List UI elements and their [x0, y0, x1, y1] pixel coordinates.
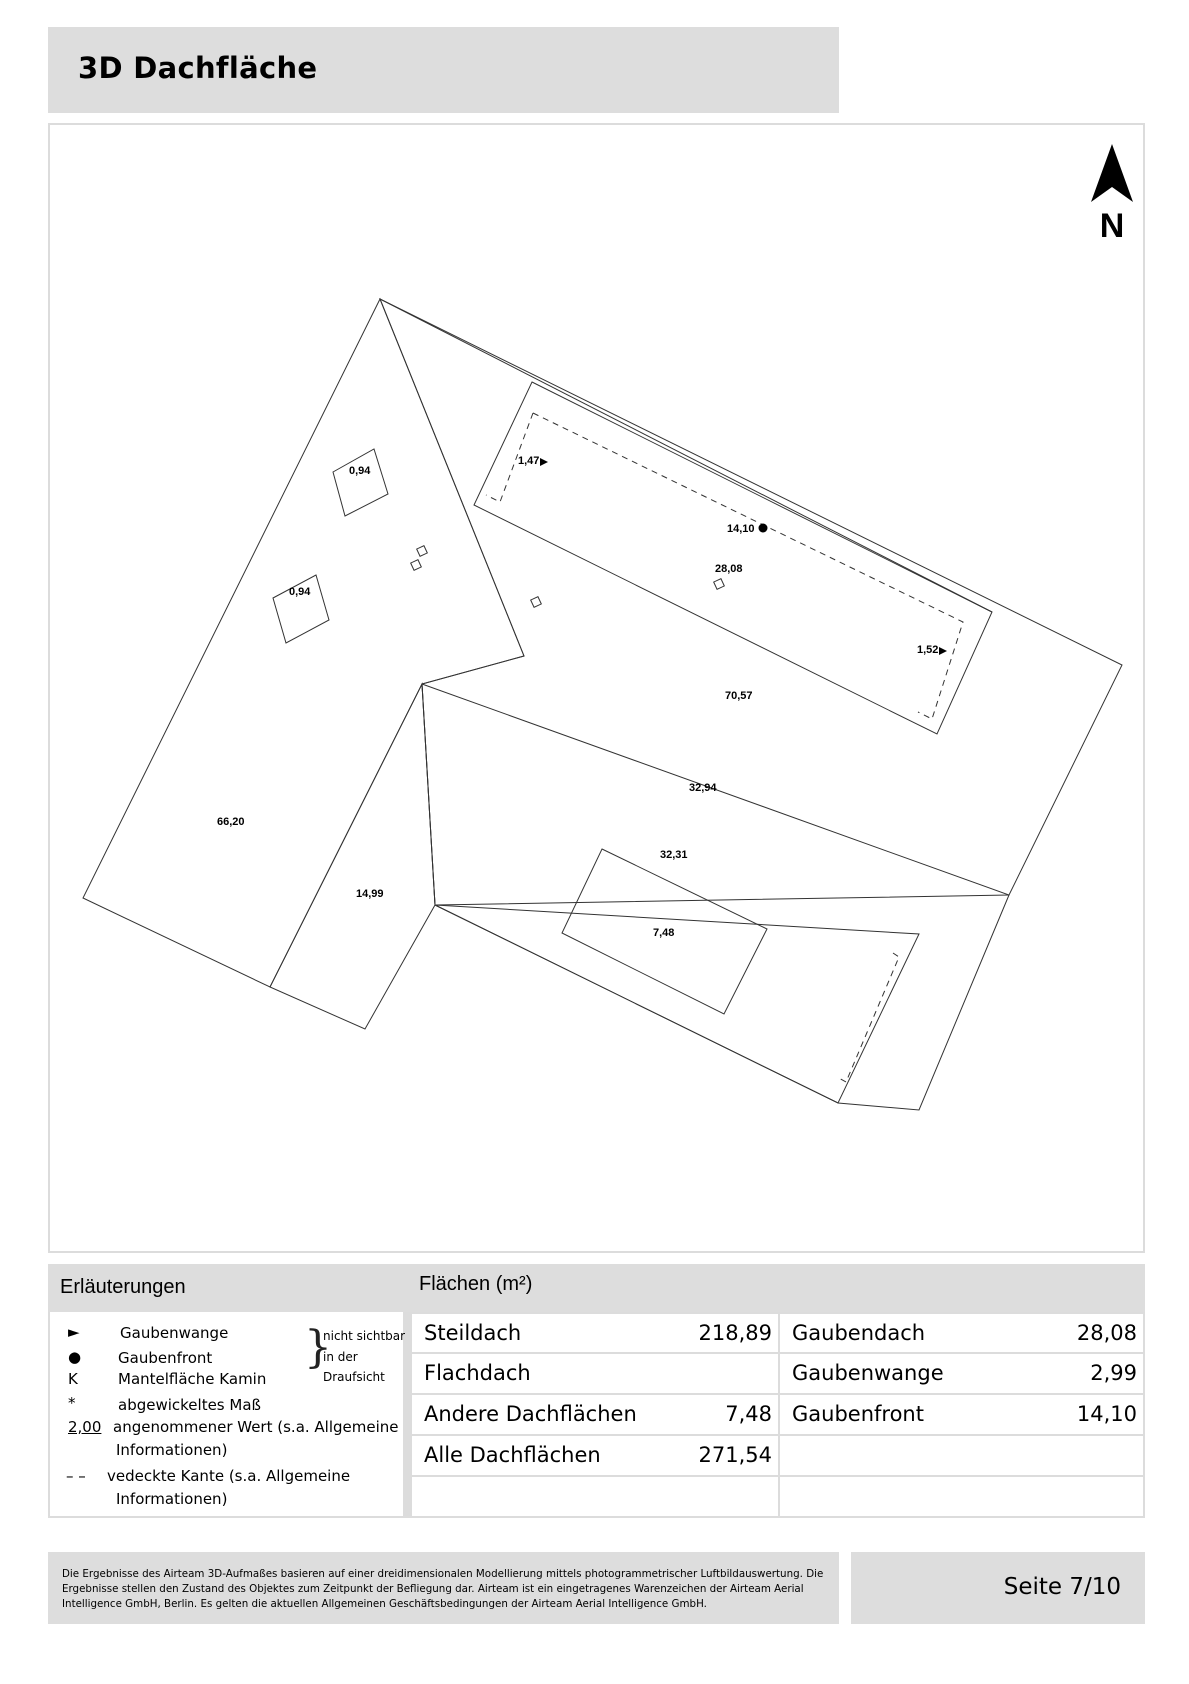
area-label: 32,94 — [689, 782, 717, 794]
area-label: 7,48 — [653, 927, 675, 939]
vent-3 — [531, 597, 542, 608]
page-header — [48, 27, 839, 113]
area-row-label: Alle Dachflächen — [424, 1443, 601, 1467]
vent-2 — [411, 560, 422, 571]
legend-note-line3: Draufsicht — [323, 1370, 385, 1384]
roof-face-32-94 — [435, 905, 919, 1103]
legend-verdeckt-line2: Informationen) — [116, 1490, 228, 1508]
table-row — [778, 1312, 1145, 1354]
area-row-value: 28,08 — [1076, 1321, 1137, 1345]
legend-box — [48, 1312, 405, 1518]
chimney-0-94-a — [333, 449, 388, 516]
area-label: 1,52 — [917, 644, 939, 656]
table-row — [410, 1312, 780, 1354]
table-row — [410, 1393, 780, 1436]
legend-note-line2: in der — [323, 1350, 358, 1364]
dormer-28-08 — [474, 382, 992, 734]
areas-table — [410, 1312, 1145, 1518]
gaubenwange-icon: ► — [68, 1323, 80, 1341]
table-row — [778, 1475, 1145, 1518]
area-label: 0,94 — [349, 465, 371, 477]
area-row-label: Gaubendach — [792, 1321, 926, 1345]
ridge-line — [380, 299, 992, 612]
area-row-value: 218,89 — [698, 1321, 772, 1345]
legend-kamin: Mantelfläche Kamin — [118, 1370, 267, 1388]
gaubenwange-marker-icon — [939, 647, 947, 655]
legend-angenommen-line2: Informationen) — [116, 1441, 228, 1459]
verdeckt-symbol: – – — [66, 1467, 86, 1485]
legend-verdeckt-line1: vedeckte Kante (s.a. Allgemeine — [107, 1467, 351, 1485]
area-label: 66,20 — [217, 816, 245, 828]
table-row — [410, 1434, 780, 1477]
area-row-label: Andere Dachflächen — [424, 1402, 637, 1426]
area-label: 0,94 — [289, 586, 311, 598]
legend-angenommen-line1: angenommener Wert (s.a. Allgemeine — [113, 1418, 399, 1436]
hidden-edge-right — [837, 953, 899, 1082]
brace-icon: } — [304, 1322, 332, 1373]
area-row-value: 2,99 — [1090, 1361, 1137, 1385]
roof-face-14-99 — [270, 684, 435, 1029]
north-arrow-icon — [1091, 144, 1133, 202]
legend-gaubenwange: Gaubenwange — [120, 1324, 229, 1342]
table-row — [410, 1475, 780, 1518]
areas-title: Flächen (m²) — [419, 1273, 533, 1295]
area-label: 28,08 — [715, 563, 743, 575]
gaubenwange-marker-icon — [540, 458, 548, 466]
area-row-value: 14,10 — [1076, 1402, 1137, 1426]
area-row-label: Steildach — [424, 1321, 522, 1345]
page-number: Seite 7/10 — [1003, 1574, 1121, 1600]
area-row-label: Gaubenwange — [792, 1361, 944, 1385]
area-row-value: 271,54 — [698, 1443, 772, 1467]
area-label: 14,99 — [356, 888, 384, 900]
legend-abgewickelt: abgewickeltes Maß — [118, 1396, 261, 1414]
gaubenfront-marker-icon — [759, 524, 768, 533]
legend-header — [48, 1264, 407, 1312]
roof-face-66-20 — [83, 299, 524, 987]
roof-plan-drawing — [50, 125, 1147, 1255]
area-label: 70,57 — [725, 690, 753, 702]
footer-disclaimer-box — [48, 1552, 839, 1624]
abgewickelt-symbol: * — [68, 1394, 76, 1412]
page-title: 3D Dachfläche — [78, 51, 318, 85]
legend-gaubenfront: Gaubenfront — [118, 1349, 213, 1367]
table-row — [778, 1352, 1145, 1395]
legend-note-line1: nicht sichtbar — [323, 1329, 406, 1343]
kamin-symbol: K — [68, 1370, 78, 1388]
roof-face-70-57 — [380, 299, 1122, 905]
footer-page-box — [851, 1552, 1145, 1624]
vent-1 — [417, 546, 428, 557]
legend-title: Erläuterungen — [60, 1276, 186, 1298]
gaubenfront-icon: ● — [68, 1348, 82, 1366]
area-label: 32,31 — [660, 849, 688, 861]
table-row — [410, 1352, 780, 1395]
table-row — [778, 1434, 1145, 1477]
area-label: 1,47 — [518, 455, 540, 467]
table-row — [778, 1393, 1145, 1436]
area-row-label: Flachdach — [424, 1361, 531, 1385]
roof-plan-frame — [48, 123, 1145, 1253]
angenommen-symbol: 2,00 — [68, 1418, 102, 1436]
footer-disclaimer: Die Ergebnisse des Airteam 3D-Aufmaßes basieren auf einer dreidimensionalen Modellierung mittels photogrammetrischer Luftbildauswertung. Die Ergebnisse stellen den Zustand des Objektes zum Zeitpunkt der Befliegung dar. Airteam ist ein eingetragenes Warenzeichen der Airteam Aerial Intelligence GmbH, Berlin. Es gelten die aktuellen Allgemeinen Geschäftsbedingungen der Airteam Aerial Intelligence GmbH. — [62, 1568, 824, 1610]
area-row-label: Gaubenfront — [792, 1402, 924, 1426]
area-row-value: 7,48 — [725, 1402, 772, 1426]
north-label: N — [1099, 207, 1125, 245]
areas-header — [407, 1264, 1145, 1312]
area-label: 14,10 — [727, 523, 755, 535]
vent-4 — [714, 579, 725, 590]
